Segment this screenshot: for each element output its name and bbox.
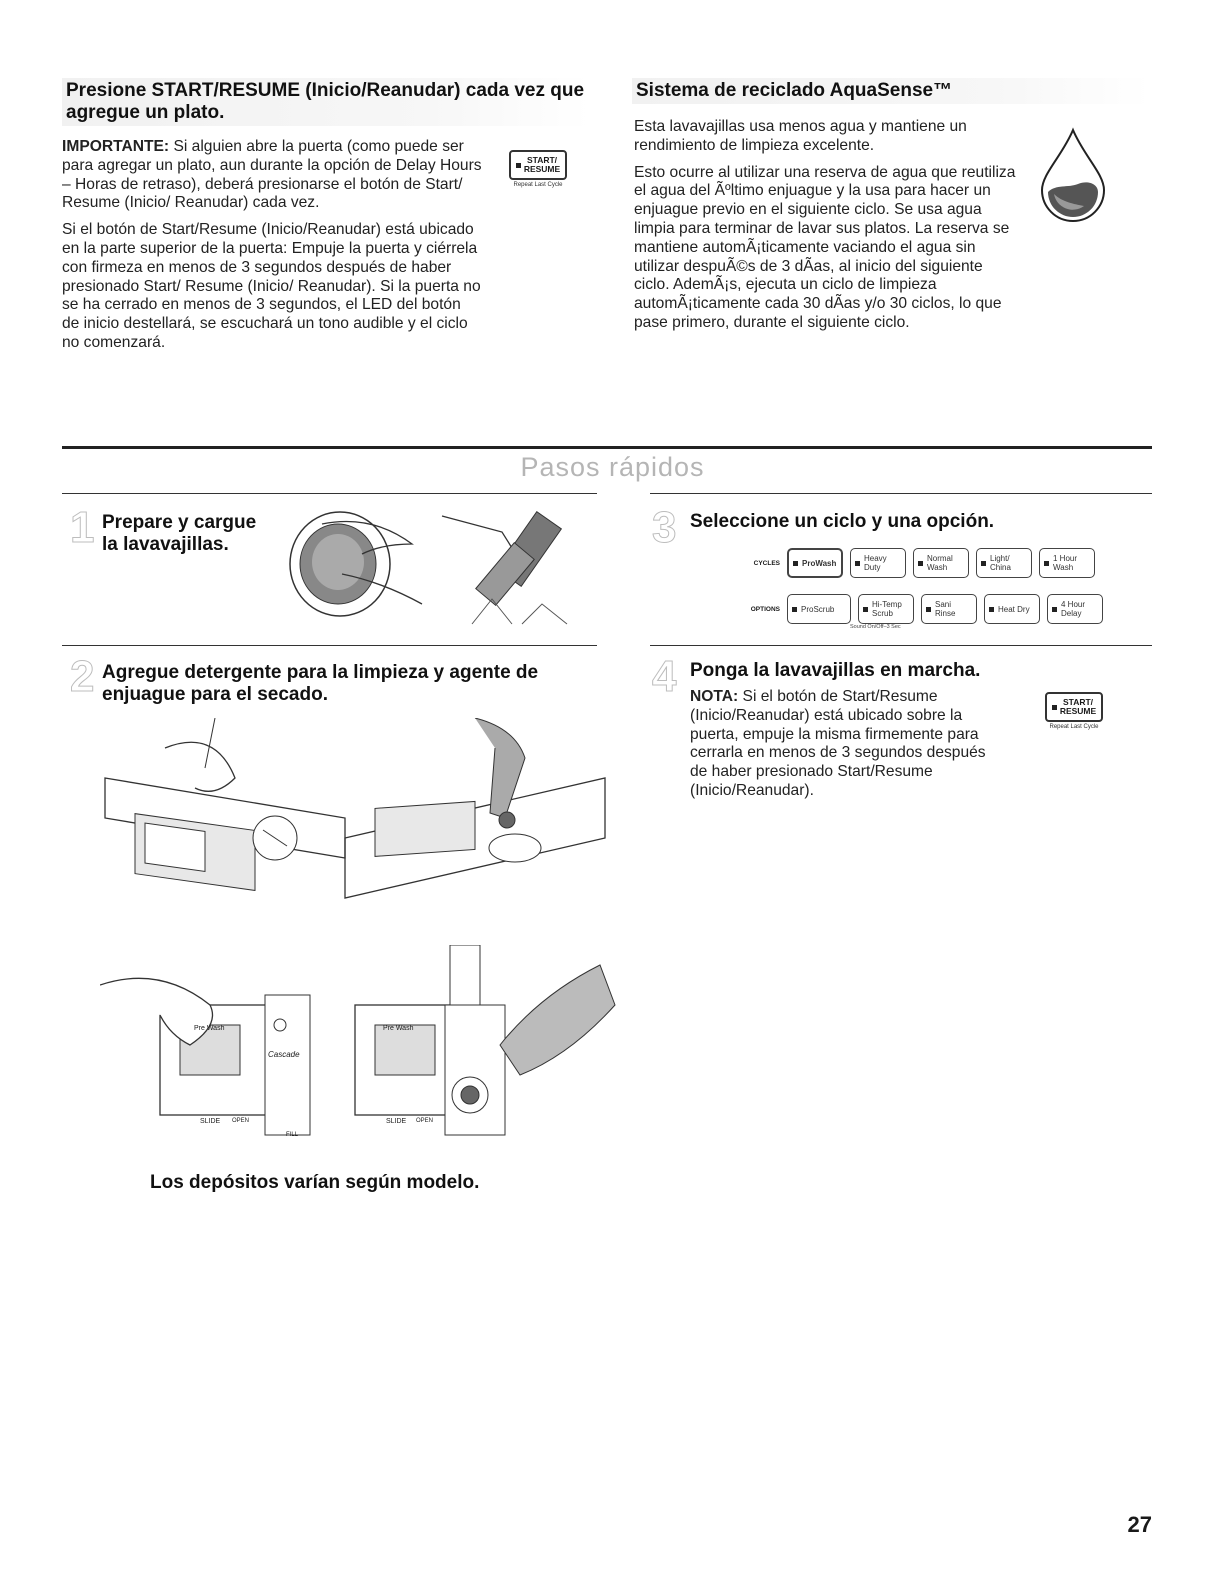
dispenser-label-slide-right: SLIDE — [386, 1118, 407, 1125]
light-china-label: Light/ China — [990, 554, 1011, 572]
dispenser-brand-label: Cascade — [268, 1050, 300, 1059]
dispenser-caption: Los depósitos varían según modelo. — [150, 1172, 480, 1193]
start-resume-button-graphic — [506, 150, 570, 188]
normal-wash-button[interactable] — [913, 548, 969, 578]
options-panel — [748, 594, 1103, 624]
step-3-number: 3 — [652, 503, 677, 552]
start-label: START/ — [526, 155, 558, 165]
prowash-button[interactable] — [787, 548, 843, 578]
repeat-last-cycle-label-step4: Repeat Last Cycle — [1049, 724, 1099, 730]
heat-dry-button[interactable] — [984, 594, 1040, 624]
important-text: Si alguien abre la puerta (como puede ser para agregar un plato, aun durante la opción de Delay Hours – Horas de retraso), deberá presionarse el botón de Start/ Resume (Inicio/ Reanudar) cada vez. — [62, 138, 482, 212]
hi-temp-scrub-label: Hi-Temp Scrub — [872, 600, 902, 618]
quick-steps-title: Pasos rápidos — [520, 452, 705, 482]
step-1-title: Prepare y cargue la lavavajillas. — [102, 512, 257, 555]
step-2-title: Agregue detergente para la limpieza y agente de enjuague para el secado. — [102, 662, 539, 705]
dispenser-label-open-right: OPEN — [416, 1118, 434, 1124]
led-indicator-icon-step4 — [1052, 705, 1057, 710]
step-3-bottom-divider — [650, 645, 1152, 646]
start-resume-button-graphic-step4 — [1042, 692, 1106, 730]
dispenser-label-open-left: OPEN — [232, 1118, 250, 1124]
resume-label: RESUME — [523, 164, 561, 174]
step-4-title: Ponga la lavavajillas en marcha. — [690, 660, 981, 681]
important-paragraph — [62, 138, 482, 213]
cycles-panel — [748, 548, 1095, 578]
resume-label-step4: RESUME — [1059, 706, 1097, 716]
door-paragraph: Si el botón de Start/Resume (Inicio/Reanudar) está ubicado en la parte superior de la puerta: Empuje la puerta y ciérrela con firmeza en menos de 3 segundos después de haber presionado Start/ Resume (Inicio/ Reanudar). Si la puerta no se ha cerrado en menos de 3 segundos, el LED del botón de inicio destellará, se escuchará un tono audible y el ciclo no comenzará. — [62, 221, 481, 351]
prowash-label: ProWash — [802, 558, 837, 568]
sani-rinse-label: Sani Rinse — [935, 600, 956, 618]
page-number: 27 — [1127, 1512, 1152, 1537]
proscrub-button[interactable] — [787, 594, 851, 624]
heavy-duty-button[interactable] — [850, 548, 906, 578]
aquasense-text-block — [634, 118, 1019, 341]
cycles-label: CYCLES — [753, 559, 780, 567]
step-4-note — [690, 688, 990, 809]
important-label: IMPORTANTE: — [62, 138, 170, 155]
one-hour-wash-button[interactable] — [1039, 548, 1095, 578]
step-3-title: Seleccione un ciclo y una opción. — [690, 511, 995, 532]
loading-dishes-illustration — [282, 504, 572, 630]
section-heading-start-resume: Presione START/RESUME (Inicio/Reanudar) cada vez que agregue un plato. — [62, 78, 590, 126]
light-china-button[interactable] — [976, 548, 1032, 578]
dispenser-label-prewash-right: Pre Wash — [383, 1025, 414, 1032]
four-hour-delay-button[interactable] — [1047, 594, 1103, 624]
dispenser-illustration-upper — [95, 718, 615, 948]
start-label-step4: START/ — [1062, 697, 1094, 707]
dispenser-label-slide-left: SLIDE — [200, 1118, 221, 1125]
proscrub-label: ProScrub — [801, 604, 835, 614]
hi-temp-scrub-button[interactable] — [858, 594, 914, 624]
dispenser-label-prewash-left: Pre Wash — [194, 1025, 225, 1032]
aquasense-paragraph-2: Esto ocurre al utilizar una reserva de agua que reutiliza el agua del Ãºltimo enjuague y la usa para hacer un enjuague previo en el siguiente ciclo. Se usa agua limpia para terminar de lavar sus platos. La reserva se mantiene automÃ¡ticamente vaciando el agua sin utilizar despuÃ©s de 3 dÃas, al inicio del siguiente ciclo. AdemÃ¡s, ejecuta un ciclo de limpieza automÃ¡ticamente cada 30 dÃas y/o 30 ciclos, lo que pase primero, durante el siguiente ciclo. — [634, 163, 1016, 331]
start-resume-box — [509, 150, 567, 180]
section-heading-aquasense: Sistema de reciclado AquaSense™ — [632, 78, 1150, 104]
step-1-bottom-divider — [62, 645, 597, 646]
led-indicator-icon — [516, 163, 521, 168]
sani-rinse-button[interactable] — [921, 594, 977, 624]
start-resume-box-step4 — [1045, 692, 1103, 722]
step-column-divider-left-top — [62, 493, 597, 494]
step-2-number: 2 — [70, 652, 95, 701]
step-4-number: 4 — [652, 652, 677, 701]
repeat-last-cycle-label: Repeat Last Cycle — [513, 182, 563, 188]
four-hour-delay-label: 4 Hour Delay — [1061, 600, 1086, 618]
water-drop-icon — [1038, 126, 1108, 222]
dispenser-illustration-lower — [100, 945, 620, 1145]
sound-onoff-hint: Sound On/Off–3 Sec — [850, 624, 901, 630]
dispenser-label-fill-left: FILL — [286, 1132, 299, 1138]
heavy-duty-label: Heavy Duty — [864, 554, 887, 572]
note-text: Si el botón de Start/Resume (Inicio/Reanudar) está ubicado sobre la puerta, empuje la misma firmemente para cerrarla en menos de 3 segundos después de haber presionado Start/Resume (Inicio/Reanudar). — [690, 688, 986, 799]
start-resume-text-block — [62, 138, 482, 361]
one-hour-wash-label: 1 Hour Wash — [1053, 554, 1078, 572]
step-column-divider-right-top — [650, 493, 1152, 494]
step-1-number: 1 — [70, 503, 95, 552]
normal-wash-label: Normal Wash — [927, 554, 953, 572]
section-divider — [62, 446, 1152, 449]
heat-dry-label: Heat Dry — [998, 604, 1030, 614]
aquasense-paragraph-1: Esta lavavajillas usa menos agua y mantiene un rendimiento de limpieza excelente. — [634, 118, 967, 154]
note-label: NOTA: — [690, 688, 739, 705]
options-label: OPTIONS — [750, 605, 780, 613]
